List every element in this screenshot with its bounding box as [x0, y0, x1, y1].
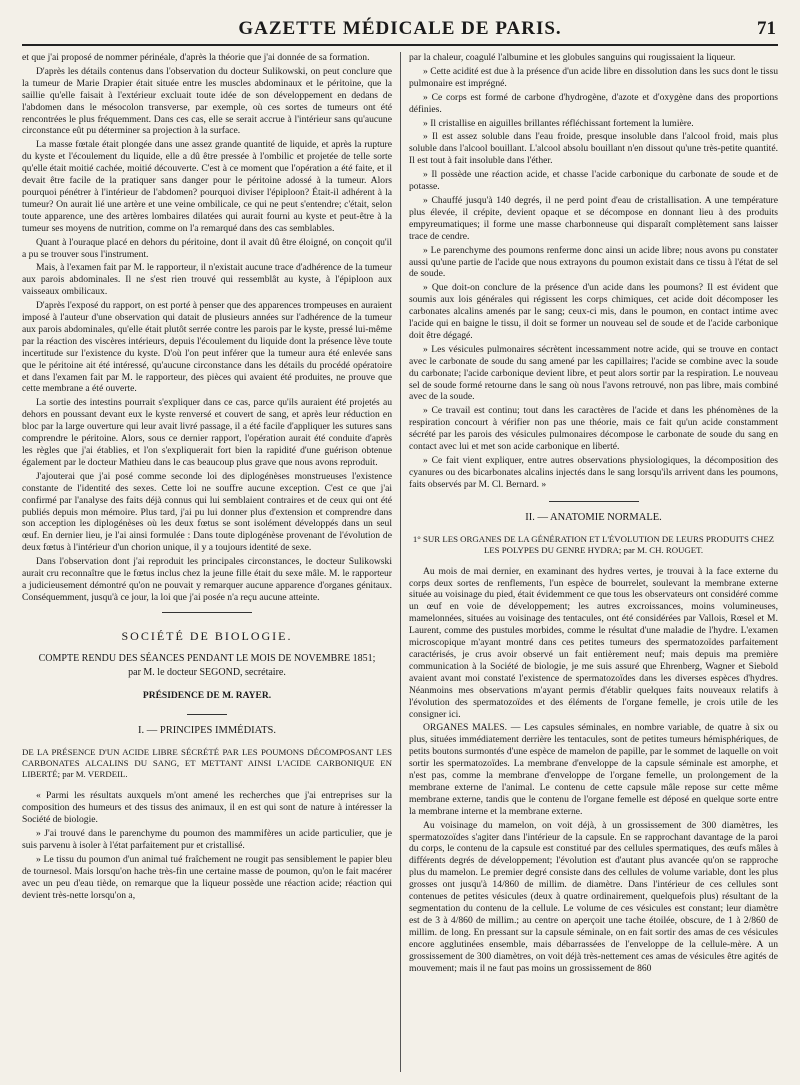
paragraph: D'après l'exposé du rapport, on est porté à penser que des apparences trompeuses en auraient imposé à l'auteur d'une observation qui datait de plusieurs années sur l'adhérence de la tumeur aux parois abdominales, qu'elle était plutôt serrée contre les parois par le kyste, pressé lui-même par la réaction des viscères intérieurs, depuis l'écoulement du liquide dont la présence lève toute incertitude sur l'existence du kyste. D'où l'on peut inférer que la tumeur aura été enlevée sans que le péritoine ait été intéressé, qu'aucune circonstance dans les détails du procédé opératoire et dans l'examen fait par M. le rapporteur, des pièces qui avaient été produites, ne prouve que cette membrane a été ouverte.	[22, 300, 392, 395]
paragraph: J'ajouterai que j'ai posé comme seconde loi des diplogénèses monstrueuses l'existence constante de l'identité des sexes. Cette loi ne souffre aucune exception. C'est ce que j'ai confirmé par l'analyse des faits déjà connus qui lui semblaient contraires et de ceux qui ont été publiés depuis mon mémoire. Plus tard, j'ai pu lui donner plus d'extension et comprendre dans son acception les diplogénèses où les deux fœtus se sont isolément développés dans un seul œuf. En dernier lieu, je l'ai ainsi formulée : Dans toute diplogénèse provenant de l'évolution de deux fœtus à l'intérieur d'un chorion unique, il y a toujours identité de sexe.	[22, 470, 392, 554]
page-number: 71	[757, 18, 776, 39]
section-heading: II. — ANATOMIE NORMALE.	[525, 511, 662, 523]
presidence-line: PRÉSIDENCE DE M. RAYER.	[142, 690, 272, 701]
paragraph: La sortie des intestins pourrait s'expliquer dans ce cas, parce qu'ils auraient été projetés au dehors en poussant devant eux le kyste renversé et couvert de sang, et après leur réduction en bloc par la large ouverture qui leur avait livré passage, il a été facile d'appliquer les sutures sans comprendre le péritoine. Alors, sous ce dernier rapport, l'opération aurait été conduite d'après les règles que j'ai établies, et l'on s'expliquerait fort bien la rapidité d'une guérison obtenue également par le docteur Mathieu dans le cas beaucoup plus grave que nous avons reproduit.	[22, 397, 392, 468]
paragraph: et que j'ai proposé de nommer périnéale, d'après la théorie que j'ai donnée de sa formation.	[22, 52, 370, 63]
paragraph: Au voisinage du mamelon, on voit déjà, à un grossissement de 300 diamètres, les spermatozoïdes s'agiter dans l'intérieur de la capsule. En se rapprochant davantage de la paroi du corps, le contenu de la capsule est constitué par des cellules spermatiques, des œufs mâles à différents degrés de développement; l'évolution est d'autant plus avancée qu'on se rapproche plus du mamelon. Le premier degré consiste dans des cellules de volume variable, dont les plus grosses ont jusqu'à 14/860 de millim. de diamètre. Dans l'intérieur de ces cellules sont contenues de petites vésicules (deux à quatre ordinairement, quelquefois plus) résultant de la segmentation du contenu de la cellule. Le volume de ces vésicules est constant; leur diamètre est de 3 à 4/860 de millim.; au centre on aperçoit une tache étoilée, obscure, de 1 à 2/860 de millim. de long. En pressant sur la capsule séminale, on en fait sortir des amas de ces vésicules encore agglutinées ensemble, mais débarrassées de l'enveloppe de la cellule-mère. A un grossissement de 300 diamètres, on voit déjà très-nettement ces amas de vésicules être agités de mouvement; mais il ne faut pas moins un grossissement de 860	[409, 819, 778, 974]
left-column	[22, 52, 392, 903]
paragraph: » Le parenchyme des poumons renferme donc ainsi un acide libre; nous avons pu constater aussi qu'une partie de l'acide que nous extrayons du poumon existait dans ce tissu à l'état de sel de soude.	[409, 244, 778, 280]
section-heading: I. — PRINCIPES IMMÉDIATS.	[138, 725, 276, 737]
article-subheading: DE LA PRÉSENCE D'UN ACIDE LIBRE SÉCRÉTÉ PAR LES POUMONS DÉCOMPOSANT LES CARBONATES ALCALINS DU SANG, ET METTANT AINSI L'ACIDE CARBONIQUE EN LIBERTÉ; par M. VERDEIL.	[22, 747, 392, 780]
right-column	[409, 52, 778, 976]
paragraph: » Ce travail est continu; tout dans les caractères de l'acide et dans les phénomènes de la respiration concourt à vérifier non pas une théorie, mais ce fait qu'un acide constamment sécrété par les parois des vésicules pulmonaires décompose le carbonate de soude du sang en contact avec lui et met son acide carbonique en liberté.	[409, 405, 778, 453]
article-subheading: 1° SUR LES ORGANES DE LA GÉNÉRATION ET L'ÉVOLUTION DE LEURS PRODUITS CHEZ LES POLYPES DU GENRE HYDRA; par M. CH. ROUGET.	[412, 533, 775, 555]
paragraph: Quant à l'ouraque placé en dehors du péritoine, dont il avait dû être éloigné, on conçoit qu'il a pu se trouver sous l'instrument.	[22, 236, 392, 260]
paragraph: Au mois de mai dernier, en examinant des hydres vertes, je trouvai à la face externe du corps deux sortes de renflements, l'un espèce de bourrelet, soulevant la membrane externe située au voisinage du pied, était évidemment ce que tous les observateurs ont considéré comme un œuf en voie de développement; les autres excroissances, moins volumineuses, mamelonnées, situées au voisinage des tentacules, ont été considérées par Vallois, Rœsel et M. Laurent, comme des pustules morbides, comme le résultat d'une maladie de l'hydre. L'examen microscopique m'ayant montré dans ces petites tumeurs des spermatozoïdes parfaitement caractérisés, je crus avoir observé un fait entièrement neuf; mais depuis ma première communication à la Société de biologie, je me suis assuré que Ehrenberg, Wagner et Siebold avaient avant moi constaté l'existence de spermatozoïdes dans les diverses espèces d'hydres. Néanmoins mes observations m'ayant permis d'établir quelques faits nouveaux relatifs à l'évolution des spermatozoïdes et des éléments de l'organe femelle, je crois utile de les consigner ici.	[409, 565, 778, 720]
paragraph: « Parmi les résultats auxquels m'ont amené les recherches que j'ai entreprises sur la composition des humeurs et des tissus des animaux, il en est qui sont de nature à intéresser la Société de biologie.	[22, 790, 392, 826]
column-divider	[400, 52, 401, 1072]
paragraph: » Le tissu du poumon d'un animal tué fraîchement ne rougit pas sensiblement le papier bleu de tournesol. Mais lorsqu'on hache très-fin une certaine masse de poumon, qu'on le fait macérer avec un peu d'eau tiède, on remarque que la liqueur possède une réaction acide; réaction qui devient très-nette lorsqu'on a,	[22, 853, 392, 901]
society-title: SOCIÉTÉ DE BIOLOGIE.	[121, 628, 293, 643]
page-header	[22, 14, 778, 46]
divider-rule	[162, 612, 252, 613]
journal-title: GAZETTE MÉDICALE DE PARIS.	[238, 18, 562, 39]
paragraph: » Les vésicules pulmonaires sécrètent incessamment notre acide, qui se trouve en contact avec le carbonate de soude du sang amené par les capillaires; l'acide se combine avec la soude du carbonate; l'acide carbonique devient libre, et peut alors sortir par la respiration. Le nouveau sel de soude formé retourne dans le sang où nous l'avons retrouvé, non pas libre, mais combiné avec de la soude.	[409, 343, 778, 403]
paragraph: La masse fœtale était plongée dans une assez grande quantité de liquide, et après la rupture du kyste et l'écoulement du liquide, elle a dû être pressée à l'ombilic et projetée de telle sorte qu'elle était moitié cachée, moitié découverte. C'est à ce moment que l'opération a été faite, et il devait être facile de la pratiquer sans danger pour le péritoine adossé à la tumeur. Alors pourquoi pénétrer à l'intérieur de l'abdomen? pourquoi diviser l'épiploon? Était-il adhérent à la tumeur? On aurait lié une artère et une veine ombilicale, ce qui ne peut s'entendre; c'était, selon toute apparence, une des artères lombaires dilatées qui aurait fourni au kyste et peut-être à la tumeur ses moyens de nutrition, comme on l'a remarqué dans des cas semblables.	[22, 139, 392, 234]
paragraph: » Que doit-on conclure de la présence d'un acide dans les poumons? Il est évident que soumis aux lois générales qui régissent les corps chimiques, cet acide doit décomposer les carbonates alcalins amenés par le sang; ceux-ci mis, dans le poumon, en contact intime avec l'acide qui en baigne le tissu, il doit se former un nouveau sel de soude et de l'acide carbonique doit être dégagé.	[409, 282, 778, 341]
paragraph: » Il possède une réaction acide, et chasse l'acide carbonique du carbonate de soude et de potasse.	[409, 169, 778, 193]
divider-rule	[549, 501, 639, 502]
paragraph: D'après les détails contenus dans l'observation du docteur Sulikowski, on peut conclure que la tumeur de Marie Drapier était située entre les muscles abdominaux et le péritoine, que la saillie qu'elle faisait à l'extérieur excluait toute idée de son développement en dedans de l'abdomen dans le mésocolon transverse, par exemple, où ces sortes de tumeurs ont été rencontrées le plus fréquemment. Dans ces cas, elle se serait accrue à l'intérieur sans qu'aucune circonstance eût pu déterminer sa projection à la surface.	[22, 65, 392, 137]
paragraph: » J'ai trouvé dans le parenchyme du poumon des mammifères un acide particulier, que je suis parvenu à isoler à l'état parfaitement pur et cristallisé.	[22, 828, 392, 851]
compte-rendu-line: COMPTE RENDU DES SÉANCES PENDANT LE MOIS DE NOVEMBRE 1851;	[38, 652, 376, 664]
paragraph: Mais, à l'examen fait par M. le rapporteur, il n'existait aucune trace d'adhérence de la tumeur aux parois abdominales. Il ne s'est rien trouvé qui ressemblât au kyste, à l'épiploon aux vaisseaux ombilicaux.	[22, 262, 392, 298]
paragraph: » Chauffé jusqu'à 140 degrés, il ne perd point d'eau de cristallisation. A une température plus élevée, il crépite, devient opaque et se décompose en donnant lieu à des produits empyreumatiques; il forme une masse charbonneuse qui disparaît complètement sans laisser trace de cendre.	[409, 194, 778, 242]
paragraph: » Il cristallise en aiguilles brillantes réfléchissant fortement la lumière.	[423, 117, 694, 129]
paragraph: » Ce fait vient expliquer, entre autres observations physiologiques, la décomposition des cyanures ou des bicarbonates alcalins injectés dans le sang lorsqu'ils arrivent dans les poumons, faits observés par M. Cl. Bernard. »	[409, 455, 778, 490]
paragraph: par la chaleur, coagulé l'albumine et les globules sanguins qui rougissaient la liqueur.	[409, 52, 736, 63]
paragraph: Dans l'observation dont j'ai reproduit les principales circonstances, le docteur Sulikowski aurait cru reconnaître que le fœtus inclus chez la jeune fille était du sexe mâle. M. le rapporteur a judicieusement démontré qu'on ne pouvait y remarquer aucune apparence d'organes génitaux. Conséquemment, jusqu'à ce jour, la loi que j'ai posée n'a reçu aucune atteinte.	[22, 556, 392, 603]
paragraph: » Il est assez soluble dans l'eau froide, presque insoluble dans l'alcool froid, mais plus soluble dans l'alcool bouillant. L'alcool absolu bouillant n'en dissout qu'une très-petite quantité. Il est tout à fait insoluble dans l'éther.	[409, 131, 778, 167]
divider-rule	[187, 714, 227, 715]
paragraph: » Ce corps est formé de carbone d'hydrogène, d'azote et d'oxygène dans des proportions définies.	[409, 91, 778, 115]
paragraph: » Cette acidité est due à la présence d'un acide libre en dissolution dans les sucs dont le tissu pulmonaire est imprégné.	[409, 65, 778, 89]
paragraph: ORGANES MALES. — Les capsules séminales, en nombre variable, de quatre à six ou plus, situées immédiatement derrière les tentacules, sont de petites tumeurs hémisphériques, de petits boutons surmontés d'une espèce de mamelon de papille, par le sommet de laquelle on voit sortir les spermatozoïdes. La membrane d'enveloppe de la capsule séminale est amorphe, et n'est pas, comme la membrane d'enveloppe de l'organe femelle, un prolongement de la membrane externe de l'animal. Le contenu de cette capsule mâle repose sur cette même membrane externe, tandis que le contenu de l'organe femelle est déposé en quelque sorte entre la membrane interne et la membrane externe.	[409, 722, 778, 817]
secretary-line: par M. le docteur SEGOND, secrétaire.	[128, 666, 286, 678]
